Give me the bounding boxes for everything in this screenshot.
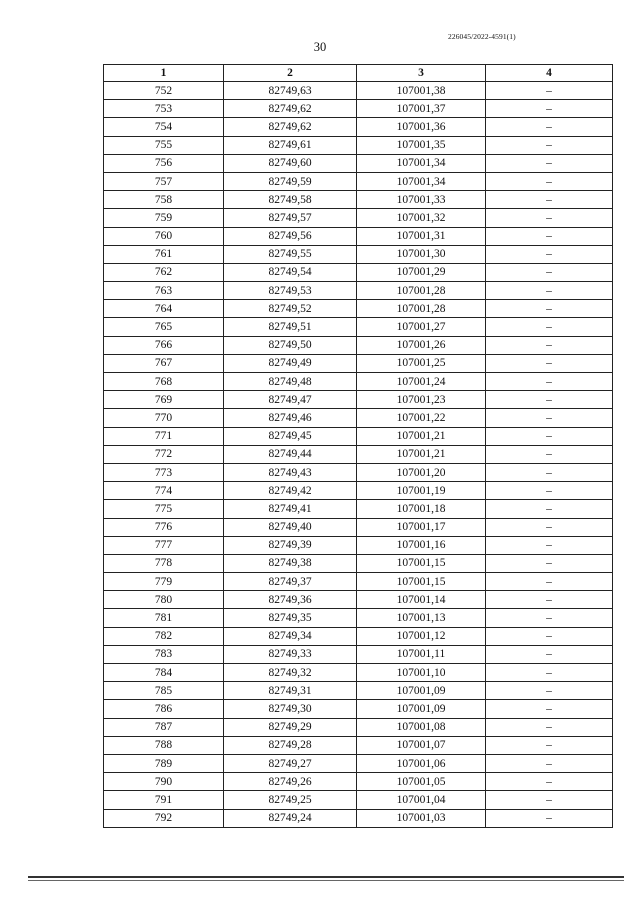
table-cell: 82749,47 — [224, 391, 357, 409]
table-cell: 107001,22 — [357, 409, 486, 427]
table-cell: 775 — [104, 500, 224, 518]
table-cell: 107001,14 — [357, 591, 486, 609]
table-row — [104, 300, 613, 318]
table-cell: 764 — [104, 300, 224, 318]
table-cell: 753 — [104, 100, 224, 118]
table-cell: – — [486, 645, 613, 663]
table-row — [104, 482, 613, 500]
table-cell: – — [486, 282, 613, 300]
table-row — [104, 518, 613, 536]
table-cell: 107001,19 — [357, 482, 486, 500]
table-cell: 769 — [104, 391, 224, 409]
table-cell: 789 — [104, 754, 224, 772]
table-cell: – — [486, 354, 613, 372]
table-cell: 82749,63 — [224, 82, 357, 100]
table-cell: – — [486, 391, 613, 409]
table-cell: 107001,03 — [357, 809, 486, 827]
table-row — [104, 154, 613, 172]
table-row — [104, 336, 613, 354]
table-cell: 107001,38 — [357, 82, 486, 100]
table-cell: 82749,33 — [224, 645, 357, 663]
table-cell: 107001,20 — [357, 463, 486, 481]
table-cell: – — [486, 209, 613, 227]
table-row — [104, 136, 613, 154]
table-cell: 107001,33 — [357, 191, 486, 209]
table-cell: – — [486, 536, 613, 554]
table-cell: 82749,56 — [224, 227, 357, 245]
table-cell: 82749,26 — [224, 773, 357, 791]
table-header-row — [104, 65, 613, 82]
table-row — [104, 373, 613, 391]
table-cell: 107001,34 — [357, 172, 486, 190]
table-row — [104, 427, 613, 445]
table-cell: 107001,08 — [357, 718, 486, 736]
table-cell: 107001,09 — [357, 700, 486, 718]
table-row — [104, 227, 613, 245]
table-cell: 82749,30 — [224, 700, 357, 718]
table-cell: 107001,18 — [357, 500, 486, 518]
table-row — [104, 609, 613, 627]
table-row — [104, 645, 613, 663]
table-cell: 107001,25 — [357, 354, 486, 372]
table-row — [104, 172, 613, 190]
table-row — [104, 500, 613, 518]
table-cell: 757 — [104, 172, 224, 190]
table-cell: – — [486, 700, 613, 718]
table-cell: 758 — [104, 191, 224, 209]
table-cell: 107001,11 — [357, 645, 486, 663]
table-cell: 788 — [104, 736, 224, 754]
footer-rule — [28, 880, 624, 881]
table-row — [104, 100, 613, 118]
table-cell: – — [486, 154, 613, 172]
column-header: 1 — [104, 65, 224, 82]
table-row — [104, 263, 613, 281]
table-cell: 761 — [104, 245, 224, 263]
document-id: 226045/2022-4591(1) — [448, 32, 516, 41]
table-cell: 82749,24 — [224, 809, 357, 827]
table-cell: 107001,35 — [357, 136, 486, 154]
table-cell: 107001,15 — [357, 573, 486, 591]
table-cell: 82749,25 — [224, 791, 357, 809]
table-cell: – — [486, 245, 613, 263]
table-cell: 82749,55 — [224, 245, 357, 263]
table-cell: 107001,24 — [357, 373, 486, 391]
table-cell: 82749,35 — [224, 609, 357, 627]
table-cell: 762 — [104, 263, 224, 281]
table-cell: – — [486, 518, 613, 536]
table-cell: 82749,60 — [224, 154, 357, 172]
table-cell: – — [486, 754, 613, 772]
table-cell: – — [486, 463, 613, 481]
table-cell: 792 — [104, 809, 224, 827]
table-cell: 82749,52 — [224, 300, 357, 318]
page-number: 30 — [313, 40, 327, 54]
table-cell: – — [486, 500, 613, 518]
table-cell: – — [486, 482, 613, 500]
table-cell: 107001,13 — [357, 609, 486, 627]
table-cell: 107001,37 — [357, 100, 486, 118]
table-cell: – — [486, 573, 613, 591]
table-cell: 783 — [104, 645, 224, 663]
table-cell: 82749,59 — [224, 172, 357, 190]
table-cell: 756 — [104, 154, 224, 172]
table-cell: – — [486, 427, 613, 445]
table-cell: 107001,34 — [357, 154, 486, 172]
table-row — [104, 573, 613, 591]
table-cell: – — [486, 82, 613, 100]
table-cell: 784 — [104, 664, 224, 682]
table-cell: 82749,38 — [224, 554, 357, 572]
table-cell: 754 — [104, 118, 224, 136]
table-cell: 82749,40 — [224, 518, 357, 536]
table-cell: – — [486, 227, 613, 245]
table-row — [104, 791, 613, 809]
table-cell: 765 — [104, 318, 224, 336]
table-cell: 107001,29 — [357, 263, 486, 281]
table-cell: 776 — [104, 518, 224, 536]
table-row — [104, 536, 613, 554]
table-cell: 82749,50 — [224, 336, 357, 354]
table-cell: 107001,28 — [357, 282, 486, 300]
table-cell: 82749,57 — [224, 209, 357, 227]
table-cell: 82749,39 — [224, 536, 357, 554]
table-cell: 82749,45 — [224, 427, 357, 445]
table-cell: 107001,31 — [357, 227, 486, 245]
table-row — [104, 718, 613, 736]
table-cell: 768 — [104, 373, 224, 391]
table-row — [104, 245, 613, 263]
table-cell: 780 — [104, 591, 224, 609]
table-cell: – — [486, 773, 613, 791]
table-row — [104, 591, 613, 609]
table-row — [104, 391, 613, 409]
table-row — [104, 445, 613, 463]
table-cell: 107001,21 — [357, 445, 486, 463]
table-cell: – — [486, 609, 613, 627]
table-cell: 82749,61 — [224, 136, 357, 154]
table-cell: 82749,31 — [224, 682, 357, 700]
table-cell: 778 — [104, 554, 224, 572]
table-cell: 82749,32 — [224, 664, 357, 682]
coordinates-table — [103, 64, 613, 828]
table-cell: – — [486, 409, 613, 427]
table-cell: – — [486, 318, 613, 336]
table-row — [104, 554, 613, 572]
table-cell: 782 — [104, 627, 224, 645]
table-cell: 82749,58 — [224, 191, 357, 209]
table-row — [104, 664, 613, 682]
table-cell: 767 — [104, 354, 224, 372]
table-row — [104, 82, 613, 100]
table-cell: 82749,49 — [224, 354, 357, 372]
table-cell: – — [486, 718, 613, 736]
table-cell: – — [486, 100, 613, 118]
table-cell: 759 — [104, 209, 224, 227]
table-cell: 772 — [104, 445, 224, 463]
table-cell: 107001,36 — [357, 118, 486, 136]
table-cell: – — [486, 191, 613, 209]
table-cell: 82749,42 — [224, 482, 357, 500]
table-cell: 107001,12 — [357, 627, 486, 645]
table-cell: – — [486, 554, 613, 572]
table-cell: – — [486, 736, 613, 754]
column-header: 2 — [224, 65, 357, 82]
table-cell: 107001,28 — [357, 300, 486, 318]
table-cell: 781 — [104, 609, 224, 627]
table-cell: 787 — [104, 718, 224, 736]
table-cell: 82749,28 — [224, 736, 357, 754]
table-cell: 760 — [104, 227, 224, 245]
table-cell: – — [486, 445, 613, 463]
table-cell: 752 — [104, 82, 224, 100]
table-cell: 777 — [104, 536, 224, 554]
table-cell: 82749,62 — [224, 100, 357, 118]
table-row — [104, 463, 613, 481]
table-cell: 763 — [104, 282, 224, 300]
table-cell: 82749,34 — [224, 627, 357, 645]
table-cell: – — [486, 118, 613, 136]
table-cell: 82749,43 — [224, 463, 357, 481]
table-cell: 82749,53 — [224, 282, 357, 300]
table-cell: 786 — [104, 700, 224, 718]
table-cell: 107001,07 — [357, 736, 486, 754]
table-cell: – — [486, 682, 613, 700]
table-cell: 107001,30 — [357, 245, 486, 263]
table-cell: 771 — [104, 427, 224, 445]
table-row — [104, 627, 613, 645]
table-cell: – — [486, 791, 613, 809]
table-cell: 82749,37 — [224, 573, 357, 591]
table-row — [104, 736, 613, 754]
table-cell: 107001,27 — [357, 318, 486, 336]
table-cell: 791 — [104, 791, 224, 809]
table-cell: 766 — [104, 336, 224, 354]
table-cell: – — [486, 591, 613, 609]
table-cell: 107001,23 — [357, 391, 486, 409]
table-row — [104, 773, 613, 791]
table-cell: – — [486, 263, 613, 281]
table-cell: 790 — [104, 773, 224, 791]
table-cell: – — [486, 664, 613, 682]
table-cell: – — [486, 172, 613, 190]
table-cell: – — [486, 809, 613, 827]
table-cell: 82749,29 — [224, 718, 357, 736]
table-cell: 82749,44 — [224, 445, 357, 463]
table-cell: 107001,32 — [357, 209, 486, 227]
table-cell: 774 — [104, 482, 224, 500]
table-cell: 82749,46 — [224, 409, 357, 427]
table-cell: 779 — [104, 573, 224, 591]
table-cell: 107001,04 — [357, 791, 486, 809]
table-cell: 82749,62 — [224, 118, 357, 136]
table-body — [104, 82, 613, 828]
table-cell: 107001,09 — [357, 682, 486, 700]
table-row — [104, 682, 613, 700]
table-cell: 107001,21 — [357, 427, 486, 445]
table-cell: – — [486, 300, 613, 318]
table-row — [104, 191, 613, 209]
table-cell: 755 — [104, 136, 224, 154]
table-cell: 107001,10 — [357, 664, 486, 682]
table-cell: 107001,26 — [357, 336, 486, 354]
table-cell: – — [486, 627, 613, 645]
table-cell: 773 — [104, 463, 224, 481]
table-cell: 107001,15 — [357, 554, 486, 572]
table-cell: – — [486, 136, 613, 154]
table-cell: 107001,17 — [357, 518, 486, 536]
table-cell: 107001,05 — [357, 773, 486, 791]
table-cell: 82749,36 — [224, 591, 357, 609]
table-row — [104, 754, 613, 772]
table-cell: 107001,06 — [357, 754, 486, 772]
table-cell: 107001,16 — [357, 536, 486, 554]
table-row — [104, 318, 613, 336]
table-cell: 82749,48 — [224, 373, 357, 391]
table-cell: 82749,51 — [224, 318, 357, 336]
footer-rule — [28, 876, 624, 878]
column-header: 3 — [357, 65, 486, 82]
table-cell: 82749,27 — [224, 754, 357, 772]
table-row — [104, 209, 613, 227]
table-cell: – — [486, 373, 613, 391]
table-cell: – — [486, 336, 613, 354]
table-cell: 770 — [104, 409, 224, 427]
table-cell: 82749,41 — [224, 500, 357, 518]
table-row — [104, 409, 613, 427]
table-row — [104, 809, 613, 827]
table-row — [104, 118, 613, 136]
table-cell: 785 — [104, 682, 224, 700]
table-cell: 82749,54 — [224, 263, 357, 281]
table-row — [104, 282, 613, 300]
column-header: 4 — [486, 65, 613, 82]
table-row — [104, 700, 613, 718]
table-row — [104, 354, 613, 372]
